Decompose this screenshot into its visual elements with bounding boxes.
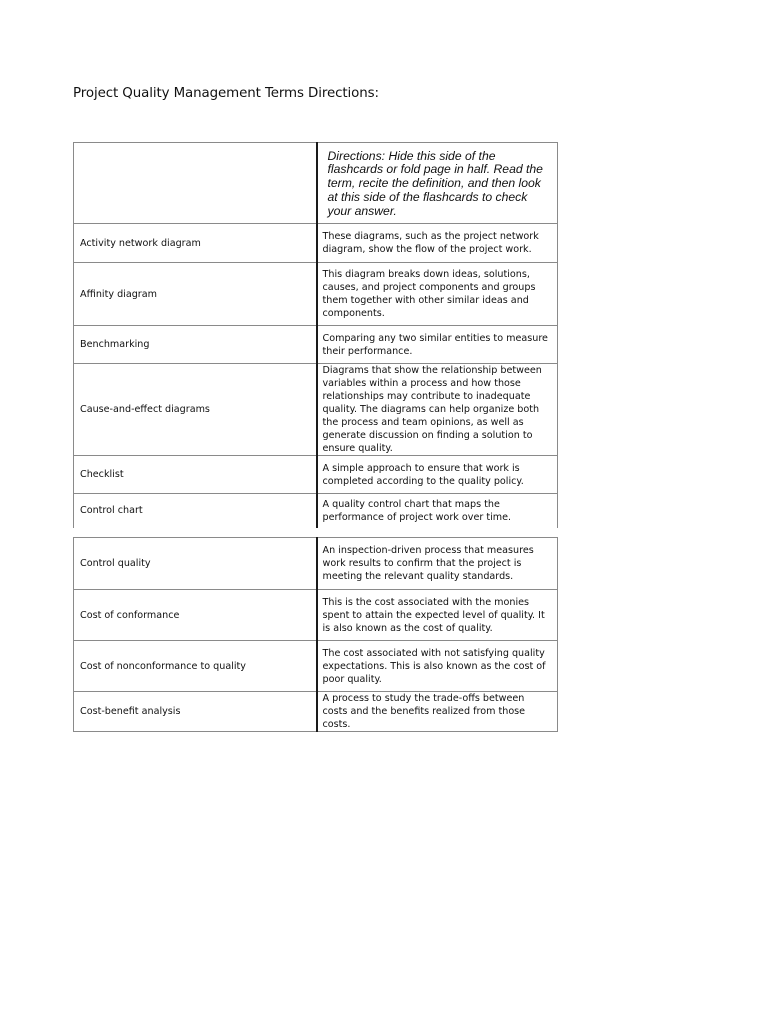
table-row	[74, 494, 558, 528]
table-header-row	[74, 143, 558, 224]
table-row	[74, 224, 558, 263]
page-title: Project Quality Management Terms Directions:	[73, 86, 379, 101]
definition-cell: A quality control chart that maps the performance of project work over time.	[317, 494, 558, 528]
flashcard-table-2	[73, 537, 558, 732]
directions-text: Directions: Hide this side of the flashcards or fold page in half. Read the term, recite the definition, and then look at this side of the flashcards to check your answer.	[327, 148, 543, 218]
definition-cell: Diagrams that show the relationship between variables within a process and how those relationships may contribute to inadequate quality. The diagrams can help organize both the process and team opinions, as well as generate discussion on finding a solution to ensure quality.	[317, 364, 558, 456]
definition-cell: These diagrams, such as the project network diagram, show the flow of the project work.	[317, 224, 558, 263]
term-cell: Cost-benefit analysis	[74, 692, 317, 732]
term-cell: Control quality	[74, 538, 317, 590]
table-row	[74, 590, 558, 641]
table-row	[74, 641, 558, 692]
term-cell: Cause-and-effect diagrams	[74, 364, 317, 456]
term-cell: Affinity diagram	[74, 263, 317, 326]
directions-cell	[317, 143, 558, 224]
table-row	[74, 538, 558, 590]
term-cell: Benchmarking	[74, 326, 317, 364]
definition-cell: The cost associated with not satisfying quality expectations. This is also known as the cost of poor quality.	[317, 641, 558, 692]
table-row	[74, 364, 558, 456]
definition-cell: An inspection-driven process that measures work results to confirm that the project is meeting the relevant quality standards.	[317, 538, 558, 590]
table-row	[74, 692, 558, 732]
definition-cell: This is the cost associated with the monies spent to attain the expected level of quality. It is also known as the cost of quality.	[317, 590, 558, 641]
flashcard-table-1	[73, 142, 558, 528]
term-cell: Activity network diagram	[74, 224, 317, 263]
definition-cell: Comparing any two similar entities to measure their performance.	[317, 326, 558, 364]
term-cell: Control chart	[74, 494, 317, 528]
term-cell: Checklist	[74, 456, 317, 494]
definition-cell: A process to study the trade-offs between costs and the benefits realized from those costs.	[317, 692, 558, 732]
table-row	[74, 263, 558, 326]
blank-term-cell	[74, 143, 317, 224]
table-row	[74, 456, 558, 494]
definition-cell: This diagram breaks down ideas, solutions, causes, and project components and groups them together with other similar ideas and components.	[317, 263, 558, 326]
table-row	[74, 326, 558, 364]
definition-cell: A simple approach to ensure that work is completed according to the quality policy.	[317, 456, 558, 494]
term-cell: Cost of nonconformance to quality	[74, 641, 317, 692]
term-cell: Cost of conformance	[74, 590, 317, 641]
